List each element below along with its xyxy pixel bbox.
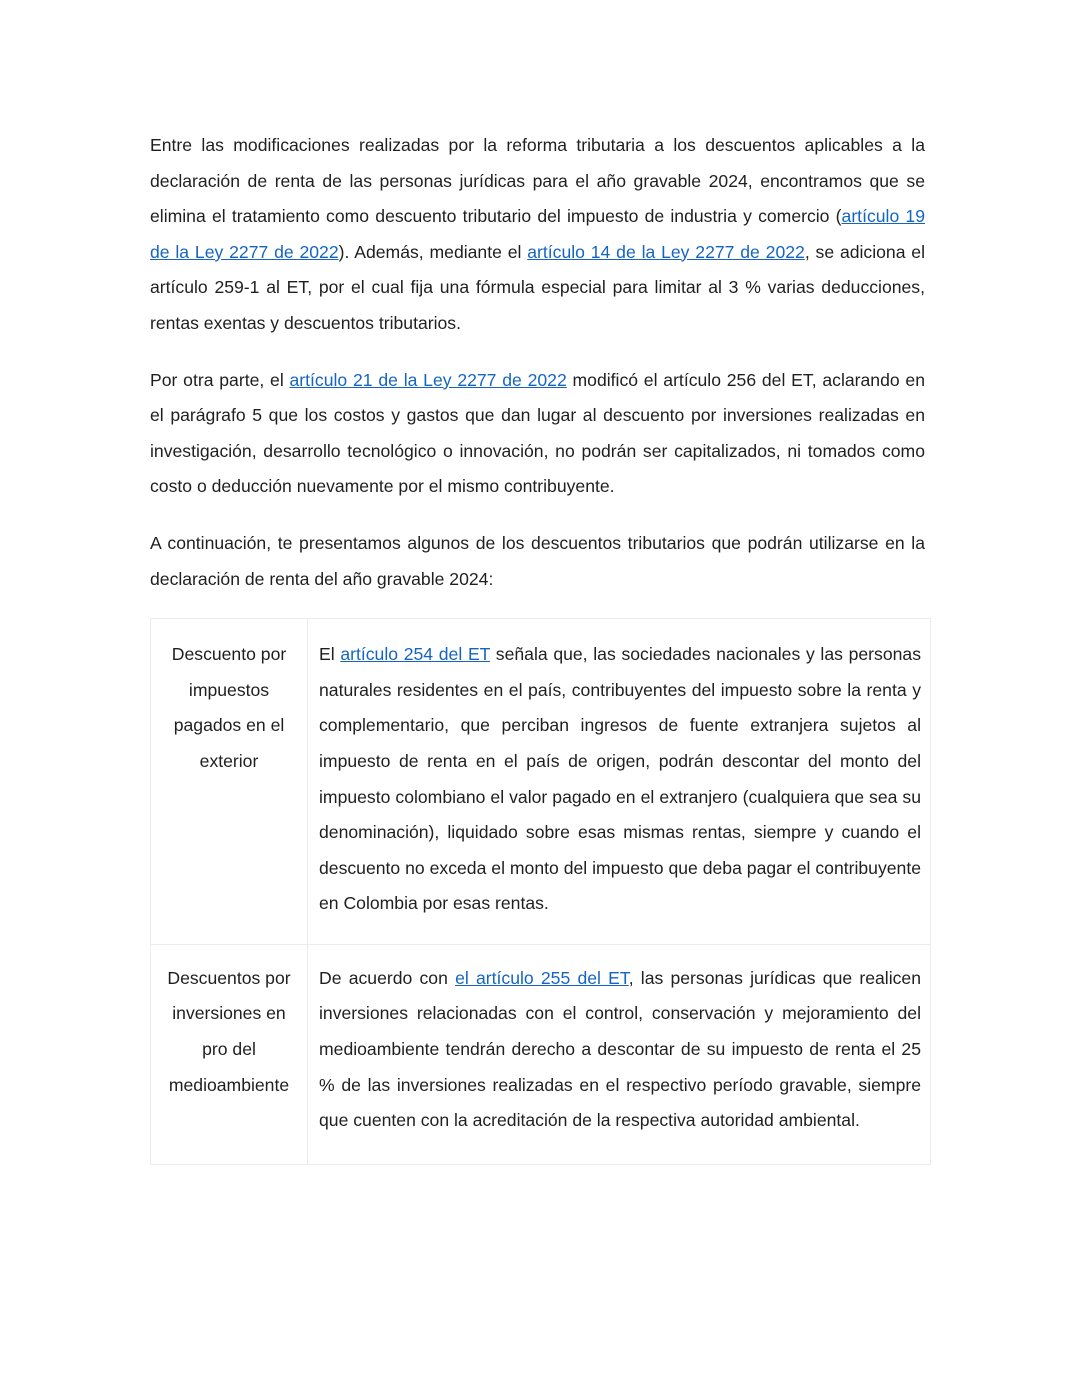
document-page [150,128,925,1165]
paragraph-text: Por otra parte, el [150,369,290,390]
discount-name: Descuento por impuestos pagados en el exterior [171,644,287,771]
description-text: señala que, las sociedades nacionales y las personas naturales residentes en el país, contribuyentes del impuesto sobre la renta y complementario, que perciban ingresos de fuente extranjera sujetos al impuesto de renta en el país de origen, podrán descontar del monto del impuesto colombiano el valor pagado en el extranjero (cualquiera que sea su denominación), liquidado sobre esas mismas rentas, siempre y cuando el descuento no exceda el monto del impuesto que deba pagar el contribuyente en Colombia por esas rentas. [319,644,921,914]
link-articulo-14-ley-2277[interactable]: artículo 14 de la Ley 2277 de 2022 [527,241,805,262]
link-articulo-254-et[interactable]: artículo 254 del ET [340,644,491,665]
discount-description-cell [308,944,931,1164]
paragraph-text: modificó el artículo 256 del ET, aclarando en el parágrafo 5 que los costos y gastos que dan lugar al descuento por inversiones realizadas en investigación, desarrollo tecnológico o innovación, no podrán ser capitalizados, ni tomados como costo o deducción nuevamente por el mismo contribuyente. [150,369,925,497]
paragraph-text: Entre las modificaciones realizadas por la reforma tributaria a los descuentos aplicables a la declaración de renta de las personas jurídicas para el año gravable 2024, encontramos que se elimina el tratamiento como descuento tributario del impuesto de industria y comercio ( [150,135,925,227]
link-articulo-19-ley-2277[interactable]: artículo 19 de la Ley 2277 de 2022 [150,206,926,262]
description-text: De acuerdo con [319,967,456,988]
paragraph-text: ). Además, mediante el [338,241,528,262]
discount-name-cell [151,944,308,1164]
discounts-table [150,618,931,1165]
description-text: El [319,644,341,665]
paragraph-reform-changes [150,128,925,342]
table-row [151,944,931,1164]
paragraph-intro-discounts [150,526,925,597]
discount-description-cell [308,619,931,945]
link-articulo-255-et[interactable]: el artículo 255 del ET [455,967,629,988]
link-articulo-21-ley-2277[interactable]: artículo 21 de la Ley 2277 de 2022 [289,369,567,390]
discount-name-cell [151,619,308,945]
paragraph-text: A continuación, te presentamos algunos de los descuentos tributarios que podrán utilizarse en la declaración de renta del año gravable 2024: [150,532,925,589]
description-text: , las personas jurídicas que realicen inversiones relacionadas con el control, conservación y mejoramiento del medioambiente tendrán derecho a descontar de su impuesto de renta el 25 % de las inversiones realizadas en el respectivo período gravable, siempre que cuenten con la acreditación de la respectiva autoridad ambiental. [319,967,921,1131]
discount-name: Descuentos por inversiones en pro del medioambiente [167,967,291,1095]
paragraph-text: , se adiciona el artículo 259-1 al ET, por el cual fija una fórmula especial para limitar al 3 % varias deducciones, rentas exentas y descuentos tributarios. [150,241,926,333]
table-row [151,619,931,945]
paragraph-article-256 [150,363,925,505]
